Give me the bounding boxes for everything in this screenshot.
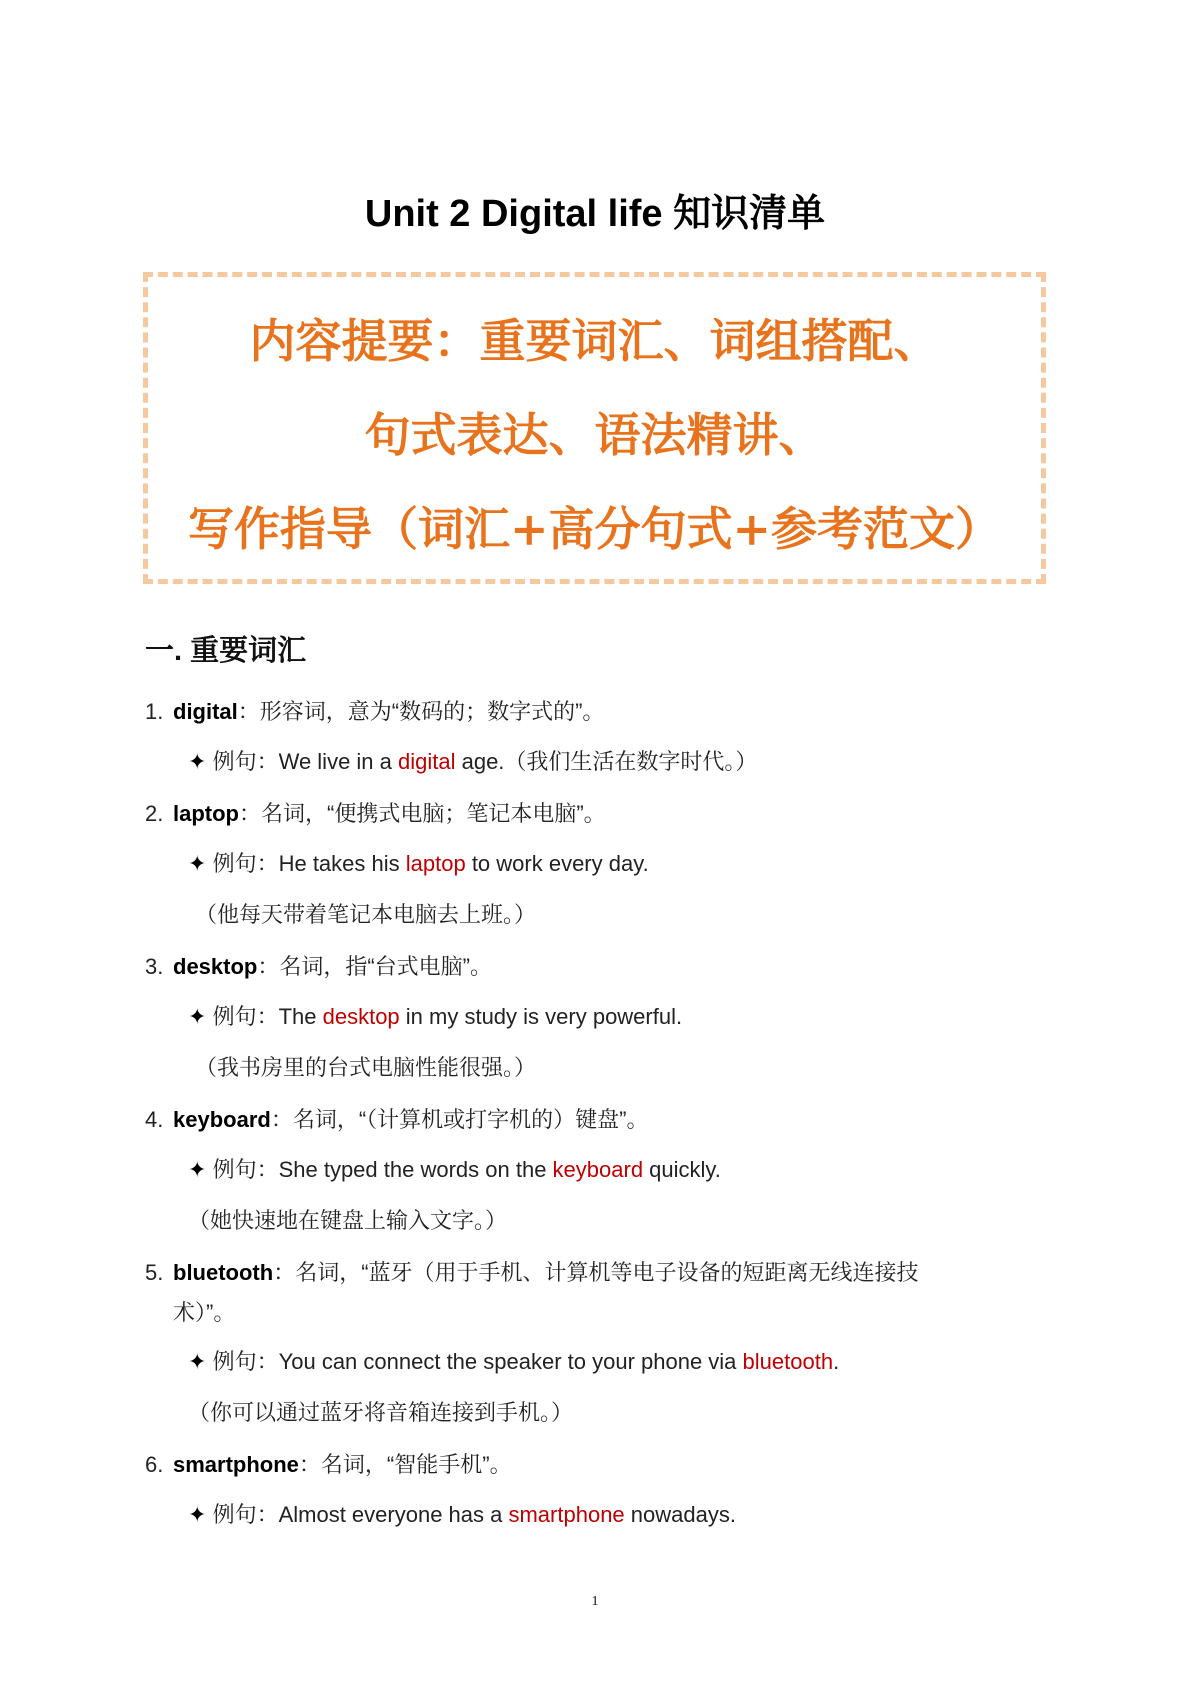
vocab-entry-desktop [145, 950, 492, 981]
example-text: Almost everyone has a [278, 1502, 509, 1527]
example-text: You can connect the speaker to your phone via [278, 1349, 743, 1374]
page-title: Unit 2 Digital life 知识清单 [364, 193, 826, 235]
summary-line-3: 写作指导（词汇+高分句式+参考范文） [187, 502, 1002, 556]
vocab-entry-digital [145, 695, 604, 726]
entry-number: 1. [145, 699, 164, 724]
summary-line-1: 内容提要：重要词汇、词组搭配、 [249, 314, 940, 368]
section-heading-vocabulary: 一. 重要词汇 [145, 635, 307, 667]
example-sentence [188, 1498, 736, 1529]
example-label: 例句： [212, 749, 279, 774]
vocab-entry-keyboard [145, 1103, 648, 1134]
example-label: 例句： [212, 1157, 279, 1182]
entry-definition: ：名词，“蓝牙（用于手机、计算机等电子设备的短距离无线连接技 [273, 1260, 919, 1285]
entry-number: 3. [145, 954, 164, 979]
example-text: She typed the words on the [278, 1157, 553, 1182]
entry-word: laptop [173, 801, 239, 826]
entry-word: digital [173, 699, 238, 724]
diamond-bullet-icon: ✦ [188, 1502, 207, 1527]
example-sentence [188, 745, 757, 776]
highlighted-word: digital [398, 749, 456, 774]
example-sentence [188, 847, 649, 878]
entry-word: bluetooth [173, 1260, 274, 1285]
diamond-bullet-icon: ✦ [188, 1004, 207, 1029]
entry-number: 4. [145, 1107, 164, 1132]
example-label: 例句： [212, 1502, 279, 1527]
example-text: in my study is very powerful. [399, 1004, 683, 1029]
diamond-bullet-icon: ✦ [188, 1349, 207, 1374]
highlighted-word: laptop [405, 851, 466, 876]
entry-number: 6. [145, 1452, 164, 1477]
entry-number: 5. [145, 1260, 164, 1285]
entry-word: keyboard [173, 1107, 271, 1132]
summary-line-2: 句式表达、语法精讲、 [364, 408, 825, 462]
example-text: We live in a [278, 749, 398, 774]
entry-word: smartphone [173, 1452, 299, 1477]
diamond-bullet-icon: ✦ [188, 851, 207, 876]
highlighted-word: keyboard [552, 1157, 644, 1182]
example-translation: （她快速地在键盘上输入文字。） [188, 1208, 508, 1233]
entry-definition: ：名词，“（计算机或打字机的）键盘”。 [270, 1107, 649, 1132]
example-label: 例句： [212, 851, 279, 876]
summary-box [143, 272, 1046, 584]
vocab-entry-bluetooth [145, 1256, 919, 1287]
example-text: nowadays. [624, 1502, 736, 1527]
example-translation: （你可以通过蓝牙将音箱连接到手机。） [188, 1400, 574, 1425]
example-text: He takes his [278, 851, 406, 876]
example-sentence [188, 1000, 682, 1031]
entry-definition: ：名词，指“台式电脑”。 [257, 954, 493, 979]
example-label: 例句： [212, 1004, 279, 1029]
highlighted-word: smartphone [508, 1502, 625, 1527]
vocab-entry-smartphone [145, 1448, 512, 1479]
example-text: to work every day. [465, 851, 649, 876]
diamond-bullet-icon: ✦ [188, 749, 207, 774]
example-translation: （我书房里的台式电脑性能很强。） [195, 1055, 537, 1080]
example-sentence [188, 1345, 839, 1376]
diamond-bullet-icon: ✦ [188, 1157, 207, 1182]
example-label: 例句： [212, 1349, 279, 1374]
entry-definition: ：名词，“便携式电脑；笔记本电脑”。 [239, 801, 606, 826]
vocab-entry-laptop [145, 797, 606, 828]
example-text: . [833, 1349, 840, 1374]
entry-definition: ：名词，“智能手机”。 [298, 1452, 512, 1477]
example-text: The [278, 1004, 323, 1029]
entry-word: desktop [173, 954, 258, 979]
example-text: age.（我们生活在数字时代。） [455, 749, 758, 774]
entry-definition: ：形容词，意为“数码的；数字式的”。 [237, 699, 605, 724]
example-translation: （他每天带着笔记本电脑去上班。） [195, 902, 537, 927]
highlighted-word: bluetooth [742, 1349, 834, 1374]
entry-definition-continued: 术）”。 [173, 1300, 236, 1325]
example-text: quickly. [643, 1157, 721, 1182]
highlighted-word: desktop [322, 1004, 400, 1029]
example-sentence [188, 1153, 721, 1184]
entry-number: 2. [145, 801, 164, 826]
page-number: 1 [591, 1594, 599, 1609]
